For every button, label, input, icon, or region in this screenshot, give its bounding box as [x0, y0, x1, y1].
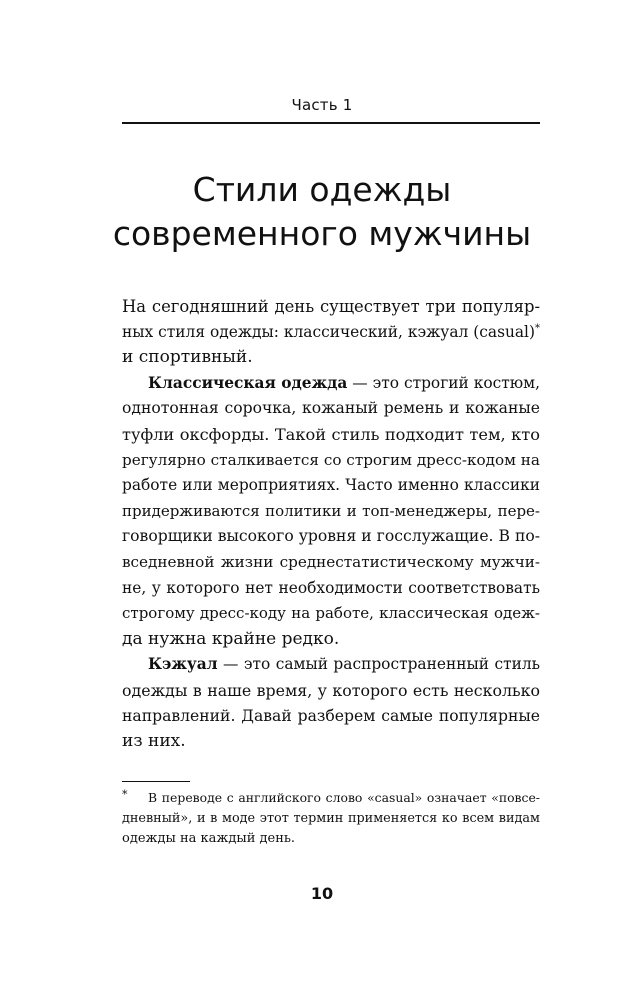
text-line: вседневной жизни среднестатистическому мужчи-: [122, 552, 540, 571]
text-fragment: — это строгий костюм,: [347, 373, 540, 392]
text-line: одежды в наше время, у которого есть несколько: [122, 680, 540, 700]
text-line: да нужна крайне редко.: [122, 628, 340, 649]
chapter-title-line-1: Стили одежды: [192, 170, 452, 209]
text-fragment: ных стиля одежды: классический, кэжуал (casual): [122, 322, 535, 341]
footnote-reference: *: [535, 322, 540, 334]
text-line: регулярно сталкивается со строгим дресс-кодом на: [122, 450, 540, 469]
footnote-line: одежды на каждый день.: [122, 831, 296, 846]
text-line: направлений. Давай разберем самые популярные: [122, 706, 540, 725]
running-head: Часть 1: [291, 96, 353, 114]
text-line: [122, 320, 540, 346]
chapter-title-line-2: современного мужчины: [112, 214, 532, 253]
body-text: [122, 294, 540, 755]
footnote-rule: [122, 781, 190, 782]
paragraph-classic: [122, 371, 540, 653]
text-line: [122, 652, 540, 678]
text-fragment: — это самый распространенный стиль: [217, 655, 540, 674]
chapter-title: [0, 168, 644, 256]
page-number: 10: [310, 884, 334, 903]
text-line: строгому дресс-коду на работе, классическая одеж-: [122, 604, 540, 623]
text-line: и спортивный.: [122, 347, 253, 368]
footnote-line: дневный», и в моде этот термин применяется ко всем видам: [122, 810, 540, 826]
term-classic: Классическая одежда: [148, 373, 348, 392]
header-rule: [122, 122, 540, 124]
text-line: туфли оксфорды. Такой стиль подходит тем, кто: [122, 424, 540, 444]
paragraph-casual: [122, 652, 540, 754]
footnote: [122, 788, 540, 850]
text-line: говорщики высокого уровня и госслужащие. В по-: [122, 527, 540, 546]
text-line: придерживаются политики и топ-менеджеры, пере-: [122, 501, 540, 520]
footnote-marker: *: [122, 788, 128, 801]
text-line: из них.: [122, 731, 186, 752]
text-line: не, у которого нет необходимости соответствовать: [122, 578, 540, 597]
paragraph-intro: [122, 294, 540, 371]
footnote-body: [148, 788, 540, 809]
term-casual: Кэжуал: [148, 655, 218, 674]
text-line: работе или мероприятиях. Часто именно классики: [122, 476, 540, 495]
text-line: [122, 371, 540, 397]
text-line: На сегодняшний день существует три популяр-: [122, 297, 540, 316]
footnote-line: В переводе с английского слово «casual» означает «повсе-: [148, 790, 540, 805]
text-line: однотонная сорочка, кожаный ремень и кожаные: [122, 399, 540, 418]
